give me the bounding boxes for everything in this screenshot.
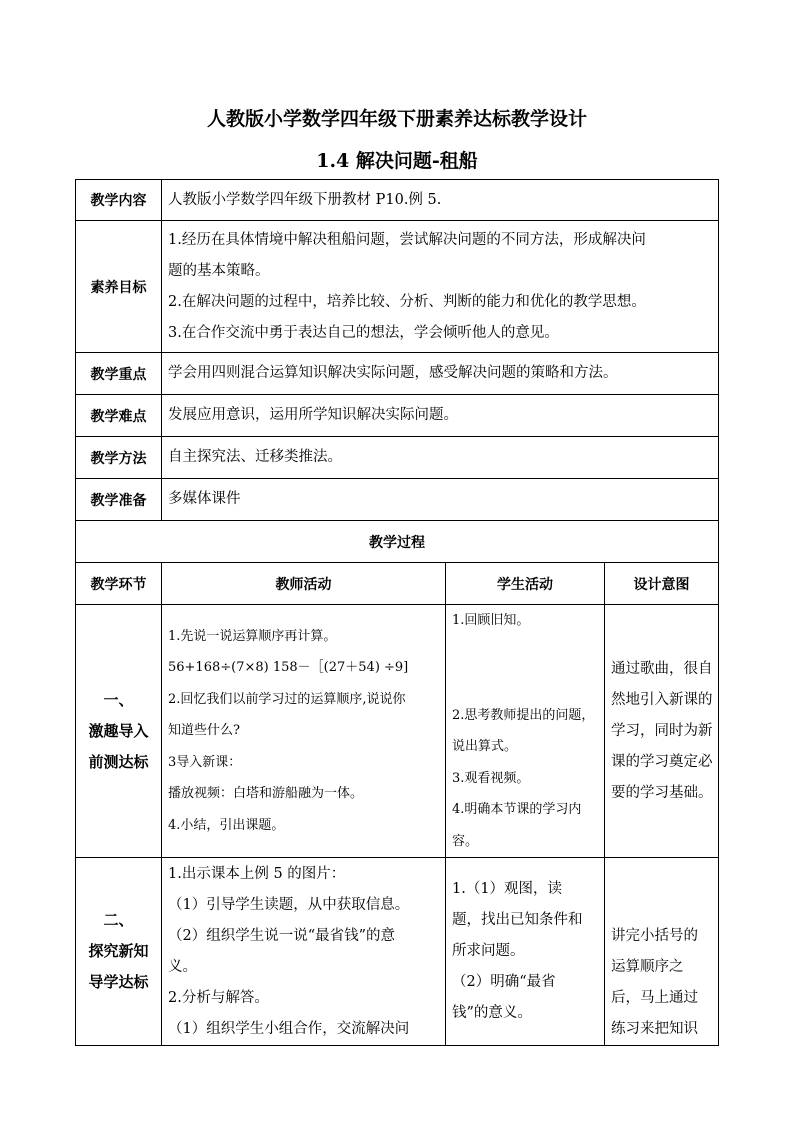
column-header-student: 学生活动 [446, 563, 605, 605]
lesson-subtitle: 1.4 解决问题-租船 [316, 150, 478, 172]
intent-line: 通过歌曲，很自 [611, 660, 713, 677]
teacher-line: 3导入新课： [168, 754, 242, 770]
intent-line: 要的学习基础。 [611, 784, 713, 801]
goal-line: 3.在合作交流中勇于表达自己的想法，学会倾听他人的意见。 [168, 324, 559, 341]
student-line: 1.（1）观图，读 [452, 881, 563, 897]
student-line: 2.思考教师提出的问题， [452, 707, 595, 723]
row-key-points [76, 353, 719, 395]
row-literacy-goals [76, 221, 719, 353]
value-line: 学会用四则混合运算知识解决实际问题，感受解决问题的策略和方法。 [168, 365, 618, 381]
student-line: 3.观看视频。 [452, 770, 530, 786]
process-columns-row [76, 563, 719, 605]
row-difficulties [76, 395, 719, 437]
phase-line: 激趣导入 [88, 721, 149, 740]
phase-line: 前测达标 [88, 752, 149, 771]
teacher-line: （1）引导学生读题，从中获取信息。 [168, 896, 410, 913]
row-teaching-content [76, 180, 719, 221]
goal-line: 题的基本策略。 [168, 262, 270, 279]
goal-line: 1.经历在具体情境中解决租船问题，尝试解决问题的不同方法，形成解决问 [168, 231, 646, 248]
value-line: 自主探究法、迁移类推法。 [168, 449, 342, 465]
teacher-line: 56+168÷(7×8) 158－［(27＋54) ÷9] [168, 660, 409, 676]
phase-1-label [76, 605, 162, 858]
value-methods [162, 437, 719, 479]
teacher-line: 2.回忆我们以前学习过的运算顺序,说说你 [168, 691, 406, 707]
phase-line: 导学达标 [88, 973, 149, 991]
student-line: （2）明确“最省 [452, 974, 556, 990]
phase-1-teacher [162, 605, 446, 858]
intent-line: 课的学习奠定必 [611, 753, 713, 770]
phase-2-teacher [162, 858, 446, 1046]
intent-line: 练习来把知识 [611, 1021, 698, 1037]
student-line: 所求问题。 [452, 943, 525, 959]
teacher-line: 1.出示课本上例 5 的图片： [168, 865, 346, 882]
value-difficulties [162, 395, 719, 437]
intent-line: 运算顺序之 [611, 959, 684, 975]
phase-line: 二、 [103, 911, 134, 929]
label-difficulties: 教学难点 [76, 395, 162, 437]
teacher-line: 播放视频：白塔和游船融为一体。 [168, 786, 364, 802]
process-row-1 [76, 605, 719, 858]
teacher-line: 1.先说一说运算顺序再计算。 [168, 628, 337, 644]
student-line: 题，找出已知条件和 [452, 912, 583, 928]
value-preparation [162, 479, 719, 521]
student-line: 说出算式。 [452, 739, 518, 754]
column-header-teacher: 教师活动 [162, 563, 446, 605]
phase-1-intent [605, 605, 719, 858]
intent-line: 学习，同时为新 [611, 722, 713, 739]
value-line: 发展应用意识，运用所学知识解决实际问题。 [168, 407, 458, 423]
value-teaching-content [162, 180, 719, 221]
goal-line: 2.在解决问题的过程中，培养比较、分析、判断的能力和优化的教学思想。 [168, 293, 646, 310]
row-preparation [76, 479, 719, 521]
phase-2-student [446, 858, 605, 1046]
teacher-line: （1）组织学生小组合作，交流解决问 [168, 1020, 410, 1037]
process-row-2 [76, 858, 719, 1046]
student-line [452, 637, 598, 669]
student-line: 容。 [452, 833, 479, 849]
label-literacy-goals: 素养目标 [76, 221, 162, 353]
phase-line: 探究新知 [88, 942, 149, 960]
value-line: 多媒体课件 [168, 491, 241, 507]
label-teaching-content: 教学内容 [76, 180, 162, 221]
value-literacy-goals [162, 221, 719, 353]
document-title: 人教版小学数学四年级下册素养达标教学设计 [206, 108, 587, 130]
phase-line: 一、 [103, 690, 134, 709]
phase-1-student [446, 605, 605, 858]
teacher-line: 4.小结，引出课题。 [168, 817, 285, 833]
label-preparation: 教学准备 [76, 479, 162, 521]
process-header: 教学过程 [76, 521, 719, 563]
label-key-points: 教学重点 [76, 353, 162, 395]
value-key-points [162, 353, 719, 395]
intent-line: 然地引入新课的 [611, 691, 713, 708]
teacher-line: 2.分析与解答。 [168, 989, 269, 1006]
teacher-line: （2）组织学生说一说“最省钱”的意 [168, 927, 396, 944]
student-line [452, 668, 598, 700]
intent-line: 后，马上通过 [611, 990, 698, 1006]
teacher-line: 知道些什么? [168, 723, 240, 739]
label-methods: 教学方法 [76, 437, 162, 479]
phase-2-label [76, 858, 162, 1046]
intent-line: 讲完小括号的 [611, 928, 698, 944]
column-header-phase: 教学环节 [76, 563, 162, 605]
column-header-intent: 设计意图 [605, 563, 719, 605]
student-line: 1.回顾旧知。 [452, 613, 530, 628]
phase-2-intent [605, 858, 719, 1046]
student-line: 钱”的意义。 [452, 1005, 532, 1021]
value-line: 人教版小学数学四年级下册教材 P10.例 5. [168, 191, 442, 208]
teacher-line: 义。 [168, 958, 197, 975]
student-line: 4.明确本节课的学习内 [452, 802, 582, 817]
process-header-row [76, 521, 719, 563]
lesson-plan-table [75, 179, 719, 1046]
row-methods [76, 437, 719, 479]
